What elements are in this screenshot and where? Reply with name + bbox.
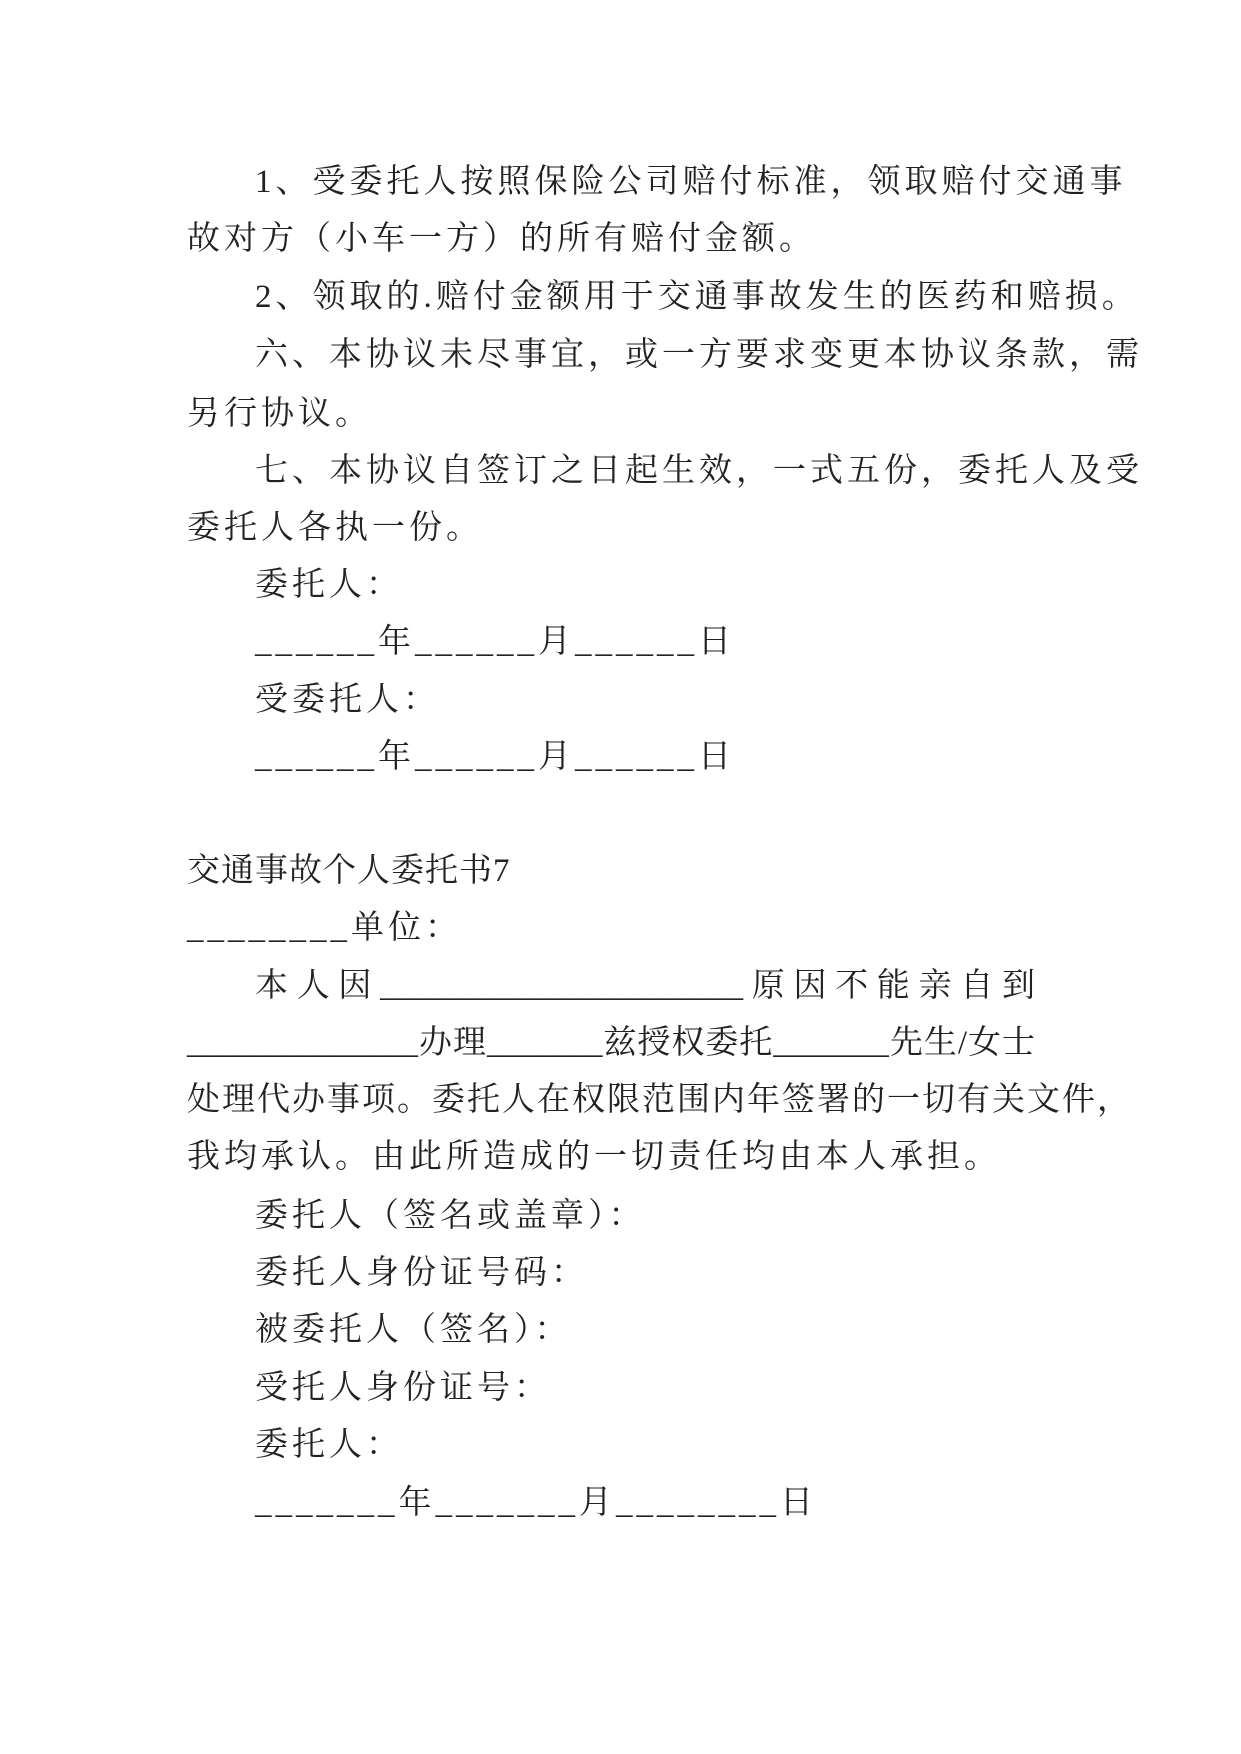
agent-date: ______年______月______日 xyxy=(255,739,735,775)
id-label: 委托人身份证号码： xyxy=(255,1255,588,1291)
item1-line1: 1、受委托人按照保险公司赔付标准，领取赔付交通事 xyxy=(255,164,1127,200)
agent-label: 受委托人： xyxy=(255,682,440,718)
agent-id-label: 受托人身份证号： xyxy=(255,1370,551,1406)
body-line2: ______________办理_______兹授权委托_______先生/女士 xyxy=(187,1025,1035,1061)
clause6-line1: 六、本协议未尽事宜，或一方要求变更本协议条款，需 xyxy=(255,337,1143,373)
agent-sign-label: 被委托人（签名）： xyxy=(255,1312,572,1348)
clause6-line2: 另行协议。 xyxy=(187,396,372,432)
body-line4: 我均承认。由此所造成的一切责任均由本人承担。 xyxy=(187,1139,1001,1175)
item1-line2: 故对方（小车一方）的所有赔付金额。 xyxy=(187,221,816,257)
item2: 2、领取的.赔付金额用于交通事故发生的医药和赔损。 xyxy=(255,279,1139,315)
section-title: 交通事故个人委托书7 xyxy=(187,853,511,889)
unit-line: ________单位： xyxy=(187,910,462,946)
principal-label-2: 委托人： xyxy=(255,1427,403,1463)
clause7-line1: 七、本协议自签订之日起生效，一式五份，委托人及受 xyxy=(255,453,1143,489)
clause7-line2: 委托人各执一份。 xyxy=(187,510,483,546)
body-line1: 本人因______________________原因不能亲自到 xyxy=(255,968,1035,1004)
body-line3: 处理代办事项。委托人在权限范围内年签署的一切有关文件， xyxy=(187,1082,1132,1118)
sign-label: 委托人（签名或盖章）： xyxy=(255,1198,646,1234)
principal-date: ______年______月______日 xyxy=(255,624,735,660)
principal-label: 委托人： xyxy=(255,567,403,603)
date-line: _______年_______月________日 xyxy=(255,1485,817,1521)
